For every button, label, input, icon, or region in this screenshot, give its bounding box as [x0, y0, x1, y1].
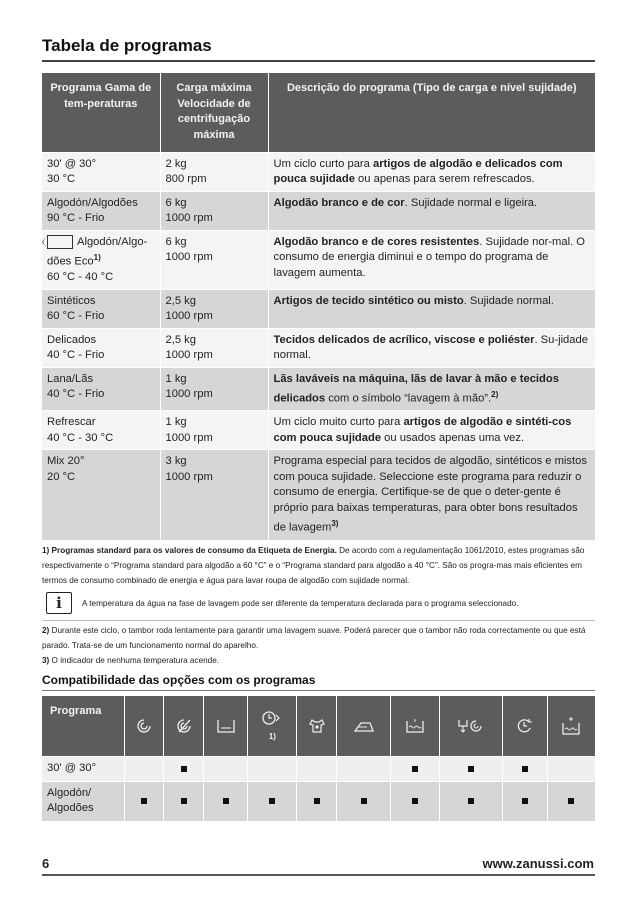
title-rule — [42, 60, 595, 62]
option-header-icon-wrap — [204, 719, 247, 733]
no-spin-icon — [176, 718, 192, 734]
easy-iron-icon — [353, 719, 375, 733]
options-rule — [42, 690, 595, 691]
options-table-header — [42, 696, 595, 756]
option-compatibility-cell — [203, 781, 247, 821]
compatible-mark — [269, 798, 275, 804]
program-row — [42, 411, 595, 450]
program-name-line — [47, 157, 155, 173]
options-row — [42, 756, 595, 781]
footer-rule — [42, 874, 595, 876]
page-title: Tabela de programas — [42, 36, 212, 55]
option-header-icon-wrap — [297, 718, 336, 734]
program-name-line — [47, 294, 155, 310]
program-description-text: Programa especial para tecidos de algodão, sintéticos e mistos com pouca sujidade. Seleccione este programa para reduzir o consumo de energia. Certifique-se de que o deter-gente é próprio para baixas temperaturas, para obter bons resultados de lavagem — [273, 455, 587, 535]
option-header-icon-wrap — [337, 719, 390, 733]
program-name-cell — [42, 230, 160, 289]
program-row — [42, 230, 595, 289]
program-max-load: 2,5 kg — [165, 294, 196, 307]
option-header-icon-wrap — [391, 718, 439, 734]
program-name-cell — [42, 367, 160, 411]
extra-rinse-icon — [405, 718, 425, 734]
program-max-load: 3 kg — [165, 455, 187, 468]
program-name-line — [47, 415, 155, 431]
compatible-mark — [314, 798, 320, 804]
footnotes — [42, 543, 595, 668]
rinse-hold-icon — [217, 719, 235, 733]
option-header-icon-wrap — [440, 718, 502, 734]
compatible-mark — [412, 798, 418, 804]
compatible-mark — [361, 798, 367, 804]
compatible-mark — [181, 798, 187, 804]
program-load-cell — [160, 191, 268, 230]
option-column-header — [203, 696, 247, 756]
option-header-icon-wrap — [164, 718, 203, 734]
program-description-bold: Lãs laváveis na máquina, lãs de lavar à mão e tecidos delicados — [273, 372, 559, 405]
program-description-rest: . Sujidade nor-mal. O consumo de energia diminui e o tempo do programa de lavagem aumenta. — [273, 235, 586, 279]
option-column-header — [248, 696, 297, 756]
program-load-cell — [160, 450, 268, 540]
time-saving-icon — [516, 718, 534, 734]
info-note-text: A temperatura da água na fase de lavagem pode ser diferente da temperatura declarada para o programa seleccionado. — [82, 598, 519, 608]
program-name: Sintéticos — [47, 294, 96, 307]
program-description-rest: ou usados apenas uma vez. — [381, 431, 525, 444]
option-header-icon-wrap — [125, 718, 164, 734]
program-spin-speed: 1000 rpm — [165, 251, 213, 263]
program-row — [42, 450, 595, 540]
option-compatibility-cell — [390, 781, 439, 821]
program-description-cell — [268, 411, 595, 450]
program-temperature: 90 °C - Frio — [47, 212, 105, 224]
option-compatibility-cell — [547, 781, 595, 821]
program-spin-speed: 1000 rpm — [165, 310, 213, 323]
compatible-mark — [522, 798, 528, 804]
program-load-cell — [160, 230, 268, 289]
option-compatibility-cell — [248, 756, 297, 781]
program-name-line — [47, 235, 155, 271]
program-max-load: 6 kg — [165, 235, 187, 248]
option-column-header — [440, 696, 503, 756]
program-spin-speed: 800 rpm — [165, 173, 207, 185]
options-table — [42, 696, 595, 821]
compatible-mark — [468, 798, 474, 804]
program-spin-speed: 1000 rpm — [165, 431, 213, 444]
compatible-mark — [412, 766, 418, 772]
option-compatibility-cell — [203, 756, 247, 781]
program-name: 30' @ 30° — [47, 157, 97, 170]
option-compatibility-cell — [248, 781, 297, 821]
option-compatibility-cell — [164, 756, 204, 781]
program-row — [42, 367, 595, 411]
program-description-cell — [268, 152, 595, 191]
footnote-3-label: 3) — [42, 656, 50, 665]
program-load-cell — [160, 367, 268, 411]
stain-icon — [309, 718, 325, 734]
programs-table-header — [42, 73, 595, 152]
program-description-text: Um ciclo muito curto para — [273, 416, 404, 429]
program-name-cell — [42, 411, 160, 450]
program-load-cell — [160, 289, 268, 328]
program-max-load: 1 kg — [165, 372, 187, 385]
option-compatibility-cell — [337, 756, 391, 781]
page-number: 6 — [42, 856, 50, 871]
program-name-cell — [42, 450, 160, 540]
compatible-mark — [223, 798, 229, 804]
compatible-mark — [568, 798, 574, 804]
footnote-3-text: O indicador de nenhuma temperatura acende. — [49, 656, 220, 665]
program-description-bold: artigos de algodão e sintéti-cos com pouca sujidade — [273, 416, 572, 444]
option-compatibility-cell — [337, 781, 391, 821]
program-temperature: 40 °C - Frio — [47, 349, 105, 362]
option-column-header — [297, 696, 337, 756]
program-description-bold: artigos de algodão e delicados com pouca sujidade — [273, 157, 563, 185]
options-header-program: Programa — [42, 696, 124, 756]
info-icon: i — [46, 592, 72, 614]
options-row — [42, 781, 595, 821]
program-max-load: 1 kg — [165, 416, 187, 429]
program-description-bold: Algodão branco e de cores resistentes — [273, 235, 480, 248]
footnote-1-title: 1) Programas standard para os valores de consumo da Etiqueta de Energia. — [42, 546, 337, 555]
program-name-footnote: 1) — [93, 253, 101, 262]
program-name: Lana/Lãs — [47, 372, 94, 385]
options-program-name: Algodón/ Algodões — [42, 781, 124, 821]
program-description-text: Um ciclo curto para — [273, 157, 373, 170]
option-compatibility-cell — [440, 781, 503, 821]
program-max-load: 2 kg — [165, 157, 187, 170]
website-link[interactable]: www.zanussi.com — [482, 856, 594, 871]
options-title: Compatibilidade das opções com os programas — [42, 673, 316, 687]
footnote-3 — [42, 653, 595, 668]
info-note — [42, 592, 595, 614]
program-row — [42, 152, 595, 191]
compatible-mark — [141, 798, 147, 804]
program-temperature: 60 °C - Frio — [47, 310, 105, 323]
program-description-bold: Algodão branco e de cor — [273, 196, 405, 209]
compatible-mark — [468, 766, 474, 772]
program-name: Delicados — [47, 333, 97, 346]
program-spin-speed: 1000 rpm — [165, 212, 213, 224]
option-compatibility-cell — [547, 756, 595, 781]
footnote-2-text: Durante este ciclo, o tambor roda lentamente para garantir uma lavagem suave. Poderá parecer que o tambor não roda correctamente ou que está parado. Trata-se de um funcionamento normal do aparelho. — [42, 626, 586, 650]
option-compatibility-cell — [124, 781, 164, 821]
option-compatibility-cell — [440, 756, 503, 781]
header-load: Carga máxima Velocidade de centrifugação máxima — [160, 73, 268, 152]
programs-table — [42, 73, 595, 540]
compatible-mark — [522, 766, 528, 772]
program-load-cell — [160, 411, 268, 450]
program-name-cell — [42, 328, 160, 367]
program-description-rest: . Sujidade normal e ligeira. — [404, 196, 538, 209]
program-description-rest: . Su-jidade normal. — [273, 333, 588, 362]
program-max-load: 2,5 kg — [165, 333, 196, 346]
program-name-line — [47, 372, 155, 388]
option-header-icon-wrap — [548, 717, 595, 735]
program-description-rest: . Sujidade normal. — [463, 294, 554, 307]
option-column-header — [164, 696, 204, 756]
option-header-footnote: 1) — [268, 732, 276, 742]
program-row — [42, 289, 595, 328]
footnote-2-label: 2) — [42, 626, 50, 635]
program-spin-speed: 1000 rpm — [165, 388, 213, 401]
option-compatibility-cell — [390, 756, 439, 781]
program-description-bold: Tecidos delicados de acrílico, viscose e poliéster — [273, 333, 535, 346]
program-name: Algodón/Algodões — [47, 196, 138, 209]
program-max-load: 6 kg — [165, 196, 187, 209]
program-name: Refrescar — [47, 416, 96, 429]
program-description-footnote: 3) — [331, 519, 339, 529]
program-description-bold: Artigos de tecido sintético ou misto — [273, 294, 464, 307]
program-temperature: 40 °C - 30 °C — [47, 431, 114, 444]
footnote-1-text: De acordo com a regulamentação 1061/2010, estes programas são respectivamente o “Programa standard para algodão a 60 °C” e o “Programa standard para algodão a 40 °C”. São os progra-mas mais eficientes em termos de consumo combinado de energia e água para lavar roupa de algodão com sujidade normal. — [42, 546, 585, 585]
program-description-cell — [268, 328, 595, 367]
option-compatibility-cell — [124, 756, 164, 781]
option-compatibility-cell — [297, 781, 337, 821]
option-column-header — [337, 696, 391, 756]
program-description-cell — [268, 450, 595, 540]
program-name-line — [47, 454, 155, 470]
options-program-name: 30' @ 30° — [42, 756, 124, 781]
program-name-cell — [42, 152, 160, 191]
footnote-2 — [42, 623, 595, 653]
program-description-cell — [268, 191, 595, 230]
program-temperature: 60 °C - 40 °C — [47, 271, 114, 284]
compatible-mark — [181, 766, 187, 772]
option-column-header — [547, 696, 595, 756]
program-description-cell — [268, 289, 595, 328]
program-row — [42, 328, 595, 367]
option-header-icon-wrap — [248, 710, 296, 741]
option-column-header — [124, 696, 164, 756]
program-description-footnote: 2) — [491, 390, 499, 400]
option-compatibility-cell — [297, 756, 337, 781]
prewash-icon — [561, 717, 581, 735]
program-name: Algodón/Algo-dões Eco — [47, 235, 148, 268]
program-spin-speed: 1000 rpm — [165, 470, 213, 483]
option-column-header — [390, 696, 439, 756]
program-temperature: 30 °C — [47, 173, 76, 185]
delay-start-icon — [262, 710, 282, 726]
program-name-cell — [42, 191, 160, 230]
header-program: Programa Gama de tem-peraturas — [42, 73, 160, 152]
eco-program-icon — [47, 235, 73, 249]
program-row — [42, 191, 595, 230]
option-column-header — [503, 696, 547, 756]
option-compatibility-cell — [503, 781, 547, 821]
program-name-line — [47, 333, 155, 349]
program-temperature: 20 °C — [47, 470, 76, 483]
drain-spin-icon — [458, 718, 484, 734]
header-description: Descrição do programa (Tipo de carga e nível sujidade) — [268, 73, 595, 152]
program-name: Mix 20° — [47, 455, 85, 468]
option-header-icon-wrap — [503, 718, 546, 734]
program-temperature: 40 °C - Frio — [47, 388, 105, 401]
program-description-cell — [268, 230, 595, 289]
program-description-cell — [268, 367, 595, 411]
program-spin-speed: 1000 rpm — [165, 349, 213, 362]
program-description-rest: ou apenas para serem refrescados. — [354, 173, 535, 185]
notes-divider — [42, 620, 595, 621]
program-load-cell — [160, 152, 268, 191]
program-name-line — [47, 196, 155, 212]
program-name-cell — [42, 289, 160, 328]
program-description-rest: com o símbolo “lavagem à mão”. — [325, 392, 492, 405]
spin-icon — [136, 718, 152, 734]
program-load-cell — [160, 328, 268, 367]
option-compatibility-cell — [164, 781, 204, 821]
footnote-1 — [42, 543, 595, 588]
option-compatibility-cell — [503, 756, 547, 781]
